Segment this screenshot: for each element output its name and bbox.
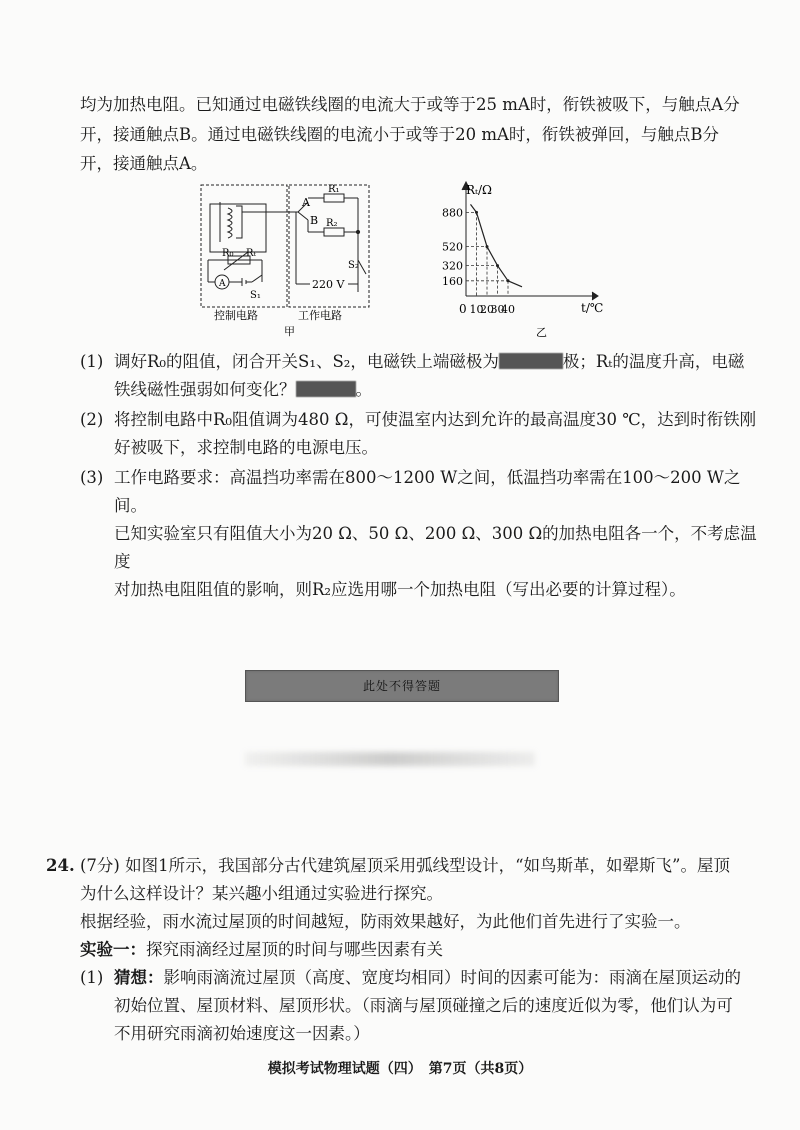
question-1-text-d: 。 bbox=[355, 380, 372, 399]
data-point bbox=[475, 211, 478, 214]
x-tick-label: 10 bbox=[469, 303, 484, 316]
question-2 bbox=[80, 406, 760, 462]
ammeter-label: A bbox=[219, 279, 226, 289]
graph-ylabel: Rₜ/Ω bbox=[466, 183, 492, 197]
question-24-line-2: 为什么这样设计？某兴趣小组通过实验进行探究。 bbox=[80, 884, 443, 903]
circuit-diagram bbox=[198, 182, 388, 337]
experiment-1-text: 探究雨滴经过屋顶的时间与哪些因素有关 bbox=[146, 940, 443, 959]
question-1-number: (1) bbox=[80, 352, 104, 371]
data-point bbox=[496, 264, 499, 267]
question-3-line-2: 已知实验室只有阻值大小为20 Ω、50 Ω、200 Ω、300 Ω的加热电阻各一个，不考虑温度 bbox=[114, 524, 757, 571]
question-1-text-c: 铁线磁性强弱如何变化？ bbox=[114, 380, 296, 399]
y-tick-label: 320 bbox=[442, 259, 463, 273]
question-24-sub-1-line-3: 不用研究雨滴初始速度这一因素。） bbox=[114, 1024, 370, 1043]
y-tick-label: 520 bbox=[442, 240, 463, 254]
x-tick-label: 40 bbox=[501, 303, 515, 316]
r1-label: R₁ bbox=[328, 184, 340, 195]
contact-b-label: B bbox=[310, 214, 319, 227]
question-24 bbox=[46, 852, 766, 964]
rt-temperature-graph bbox=[436, 178, 616, 338]
question-24-sub-1-number: (1) bbox=[80, 968, 104, 987]
s1-label: S₁ bbox=[250, 290, 261, 301]
question-24-sub-1-line-1: 影响雨滴流过屋顶（高度、宽度均相同）时间的因素可能为：雨滴在屋顶运动的 bbox=[163, 968, 741, 987]
r2-label: R₂ bbox=[326, 218, 338, 229]
question-1-text-a: 调好R₀的阻值，闭合开关S₁、S₂，电磁铁上端磁极为 bbox=[114, 352, 499, 371]
figure-yi-caption: 乙 bbox=[536, 326, 547, 338]
y-tick-label: 880 bbox=[442, 206, 463, 220]
data-point bbox=[486, 245, 489, 248]
question-2-line-1: 将控制电路中R₀阻值调为480 Ω，可使温室内达到允许的最高温度30 ℃，达到时衔铁刚 bbox=[114, 410, 757, 429]
contact-a-label: A bbox=[302, 196, 310, 209]
x-tick-label: 20 bbox=[480, 303, 494, 316]
no-answer-banner: 此处不得答题 bbox=[245, 670, 559, 702]
question-3-number: (3) bbox=[80, 468, 104, 487]
rt-label: Rₜ bbox=[246, 248, 256, 259]
intro-line-2: 开，接通触点B。通过电磁铁线圈的电流小于或等于20 mA时，衔铁被弹回，与触点B分 bbox=[80, 125, 720, 144]
question-1-text-b: 极；Rₜ的温度升高，电磁 bbox=[562, 352, 745, 371]
s2-label: S₂ bbox=[348, 260, 359, 271]
question-24-sub-1-line-2: 初始位置、屋顶材料、屋顶形状。（雨滴与屋顶碰撞之后的速度近似为零，他们认为可 bbox=[114, 996, 733, 1015]
intro-line-3: 开，接通触点A。 bbox=[80, 154, 208, 173]
data-point bbox=[507, 279, 510, 282]
figure-jia-caption: 甲 bbox=[284, 325, 295, 337]
question-24-number: 24. bbox=[46, 856, 75, 875]
intro-line-1: 均为加热电阻。已知通过电磁铁线圈的电流大于或等于25 mA时，衔铁被吸下，与触点A分 bbox=[80, 95, 740, 114]
question-24-line-1: (7分) 如图1所示，我国部分古代建筑屋顶采用弧线型设计，“如鸟斯革，如翚斯飞”。屋顶 bbox=[80, 856, 730, 875]
question-2-number: (2) bbox=[80, 410, 104, 429]
redacted-answer-1 bbox=[499, 353, 563, 369]
question-3-line-1: 工作电路要求：高温挡功率需在800～1200 W之间，低温挡功率需在100～200 W之间。 bbox=[114, 468, 741, 515]
x-tick-label: 30 bbox=[490, 303, 505, 316]
guess-label: 猜想： bbox=[114, 968, 164, 987]
question-1 bbox=[80, 348, 760, 404]
control-circuit-label: 控制电路 bbox=[214, 309, 258, 322]
graph-xlabel: t/℃ bbox=[581, 301, 604, 315]
y-tick-label: 160 bbox=[442, 274, 463, 288]
scan-smudge bbox=[245, 752, 535, 766]
rt-curve bbox=[471, 204, 523, 286]
question-3 bbox=[80, 464, 760, 604]
experiment-1-label: 实验一： bbox=[80, 940, 146, 959]
graph-origin: 0 bbox=[459, 302, 467, 316]
question-2-line-2: 好被吸下，求控制电路的电源电压。 bbox=[114, 438, 378, 457]
redacted-answer-2 bbox=[296, 381, 356, 397]
question-3-line-3: 对加热电阻阻值的影响，则R₂应选用哪一个加热电阻（写出必要的计算过程）。 bbox=[114, 580, 686, 599]
work-circuit-label: 工作电路 bbox=[298, 309, 342, 322]
voltage-label: 220 V bbox=[312, 278, 345, 291]
r0-label: R₀ bbox=[222, 248, 234, 259]
page-footer: 模拟考试物理试题（四） 第7页（共8页） bbox=[267, 1061, 533, 1077]
question-24-sub-1 bbox=[80, 964, 770, 1048]
question-24-line-3: 根据经验，雨水流过屋顶的时间越短，防雨效果越好，为此他们首先进行了实验一。 bbox=[80, 912, 691, 931]
